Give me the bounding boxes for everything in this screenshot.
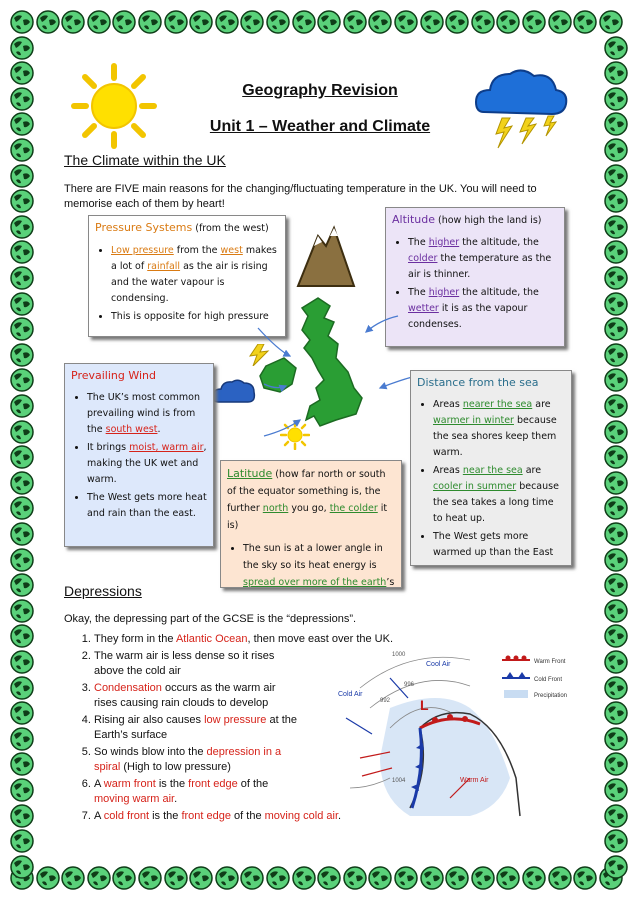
text-span: The sun is at a lower angle in the sky so its heat energy is bbox=[243, 543, 383, 571]
list-item bbox=[94, 681, 294, 712]
globe-icon bbox=[604, 496, 628, 520]
latitude-heading-suffix: (how far north or south of the equator something is, the further bbox=[227, 469, 386, 514]
text-span: A bbox=[94, 809, 104, 822]
text-span: . bbox=[338, 809, 342, 822]
text-span: from the bbox=[173, 245, 221, 256]
globe-icon bbox=[604, 368, 628, 392]
text-span: south west bbox=[105, 424, 158, 435]
globe-icon bbox=[317, 866, 341, 890]
globe-icon bbox=[10, 164, 34, 188]
text-span: you go, bbox=[288, 503, 330, 514]
globe-icon bbox=[10, 471, 34, 495]
globe-icon bbox=[10, 522, 34, 546]
page-title: Geography Revision bbox=[242, 82, 398, 99]
globe-icon bbox=[471, 866, 495, 890]
globe-icon bbox=[604, 292, 628, 316]
globe-icon bbox=[10, 215, 34, 239]
globe-icon bbox=[10, 10, 34, 34]
text-span: nearer the sea bbox=[462, 399, 533, 410]
globe-icon bbox=[292, 10, 316, 34]
text-span: depression in a spiral bbox=[94, 745, 282, 773]
text-span: it is) bbox=[227, 503, 388, 531]
text-span: Atlantic Ocean bbox=[175, 633, 248, 645]
text-span: low pressure bbox=[204, 713, 267, 726]
globe-icon bbox=[604, 471, 628, 495]
text-span: front edge bbox=[188, 777, 238, 790]
globe-icon bbox=[61, 866, 85, 890]
globe-icon bbox=[604, 317, 628, 341]
globe-icon bbox=[10, 727, 34, 751]
text-span: the altitude, the bbox=[459, 287, 539, 298]
text-span: it is as the vapour condenses. bbox=[408, 303, 528, 330]
globe-icon bbox=[343, 10, 367, 34]
latitude-heading: Latitude bbox=[227, 467, 273, 480]
globe-icon bbox=[394, 866, 418, 890]
globe-icon bbox=[10, 548, 34, 572]
globe-icon bbox=[496, 10, 520, 34]
globe-icon bbox=[604, 573, 628, 597]
globe-icon bbox=[604, 394, 628, 418]
text-span: the colder bbox=[329, 503, 378, 514]
wind-heading: Prevailing Wind bbox=[71, 369, 157, 382]
legend-cold-front: Cold Front bbox=[534, 677, 563, 683]
globe-icon bbox=[604, 829, 628, 853]
sea-heading: Distance from the sea bbox=[417, 376, 539, 389]
globe-icon bbox=[138, 10, 162, 34]
isobar-label: 1000 bbox=[392, 652, 406, 658]
text-span: (High to low pressure) bbox=[120, 761, 231, 773]
text-span: colder bbox=[408, 253, 438, 264]
connector-arrows bbox=[230, 280, 430, 470]
text-span: because the sea shores keep them warm. bbox=[433, 415, 557, 458]
text-span: at the Earth’s surface bbox=[94, 713, 297, 741]
globe-icon bbox=[10, 87, 34, 111]
text-span: It brings bbox=[87, 442, 130, 453]
legend-precipitation: Precipitation bbox=[534, 693, 568, 699]
globe-icon bbox=[112, 10, 136, 34]
globe-icon bbox=[420, 10, 444, 34]
globe-icon bbox=[604, 804, 628, 828]
globe-icon bbox=[604, 548, 628, 572]
text-span: Areas bbox=[433, 399, 463, 410]
globe-icon bbox=[604, 420, 628, 444]
globe-icon bbox=[420, 866, 444, 890]
globe-icon bbox=[10, 240, 34, 264]
globe-icon bbox=[573, 10, 597, 34]
altitude-heading: Altitude bbox=[392, 213, 435, 226]
globe-icon bbox=[112, 866, 136, 890]
text-span: warm front bbox=[103, 777, 156, 790]
globe-icon bbox=[604, 599, 628, 623]
list-item: 2. The warm air is less dense so it rises above the cold air bbox=[94, 649, 290, 680]
globe-icon bbox=[266, 866, 290, 890]
globe-icon bbox=[10, 573, 34, 597]
text-span: higher bbox=[428, 287, 460, 298]
globe-icon bbox=[368, 866, 392, 890]
altitude-heading-suffix: (how high the land is) bbox=[435, 215, 542, 226]
globe-icon bbox=[10, 752, 34, 776]
globe-icon bbox=[10, 829, 34, 853]
altitude-bullet-2 bbox=[408, 285, 558, 333]
globe-icon bbox=[10, 394, 34, 418]
sea-bullet-3: • The West gets more warmed up than the East bbox=[433, 529, 565, 561]
globe-icon bbox=[10, 368, 34, 392]
globe-icon bbox=[10, 292, 34, 316]
globe-icon bbox=[10, 624, 34, 648]
text-span: as the air is rising and the water vapour is condensing. bbox=[111, 261, 268, 304]
text-span: of the bbox=[237, 777, 269, 790]
latitude-bullet-1 bbox=[243, 540, 395, 591]
globe-icon bbox=[604, 778, 628, 802]
globe-icon bbox=[36, 866, 60, 890]
sea-bullet-1 bbox=[433, 397, 565, 461]
sun-icon bbox=[70, 62, 158, 150]
globe-icon bbox=[138, 866, 162, 890]
text-span: The bbox=[408, 237, 429, 248]
globe-icon bbox=[604, 727, 628, 751]
list-item bbox=[94, 777, 294, 808]
cool-air-label: Cool Air bbox=[426, 661, 451, 668]
text-span: of the bbox=[231, 809, 265, 822]
globe-icon bbox=[10, 112, 34, 136]
text-span: Condensation bbox=[94, 681, 162, 694]
globe-icon bbox=[240, 10, 264, 34]
text-span: west bbox=[220, 245, 243, 256]
globe-icon bbox=[445, 10, 469, 34]
globe-icon bbox=[87, 866, 111, 890]
globe-icon bbox=[599, 10, 623, 34]
latitude-box bbox=[220, 460, 402, 588]
wind-bullet-2 bbox=[87, 440, 207, 488]
globe-icon bbox=[317, 10, 341, 34]
isobar-label: 992 bbox=[380, 698, 391, 704]
text-span: So winds blow into the bbox=[94, 745, 207, 758]
isobar-label: 996 bbox=[404, 682, 415, 688]
diagram-legend bbox=[502, 656, 567, 700]
altitude-bullet-1 bbox=[408, 235, 558, 283]
globe-icon bbox=[604, 189, 628, 213]
climate-heading: The Climate within the UK bbox=[64, 152, 226, 168]
text-span: is the bbox=[155, 777, 189, 790]
text-span: . bbox=[174, 793, 178, 805]
text-span: , making the UK wet and warm. bbox=[87, 442, 207, 485]
globe-icon bbox=[604, 112, 628, 136]
globe-icon bbox=[522, 10, 546, 34]
pressure-heading: Pressure Systems bbox=[95, 221, 193, 234]
mountain-icon bbox=[296, 222, 356, 288]
globe-icon bbox=[604, 138, 628, 162]
globe-icon bbox=[189, 866, 213, 890]
globe-icon bbox=[292, 866, 316, 890]
globe-icon bbox=[36, 10, 60, 34]
globe-icon bbox=[87, 10, 111, 34]
globe-icon bbox=[445, 866, 469, 890]
text-span: ’s bbox=[386, 577, 395, 588]
text-span: occurs as the warm air rises causing rain clouds to develop bbox=[94, 681, 276, 709]
globe-icon bbox=[604, 36, 628, 60]
cold-air-label: Cold Air bbox=[338, 691, 363, 698]
depressions-intro: Okay, the depressing part of the GCSE is the “depressions”. bbox=[64, 613, 357, 625]
globe-icon bbox=[240, 866, 264, 890]
globe-icon bbox=[604, 676, 628, 700]
globe-icon bbox=[10, 650, 34, 674]
globe-icon bbox=[61, 10, 85, 34]
globe-icon bbox=[604, 164, 628, 188]
low-label: L bbox=[420, 697, 429, 713]
globe-icon bbox=[548, 10, 572, 34]
globe-icon bbox=[215, 866, 239, 890]
globe-icon bbox=[10, 496, 34, 520]
globe-icon bbox=[604, 240, 628, 264]
globe-icon bbox=[604, 343, 628, 367]
globe-icon bbox=[10, 778, 34, 802]
text-span: north bbox=[262, 503, 289, 514]
globe-icon bbox=[604, 266, 628, 290]
globe-icon bbox=[343, 866, 367, 890]
text-span: They form in the bbox=[94, 633, 176, 645]
globe-icon bbox=[10, 599, 34, 623]
globe-icon bbox=[10, 804, 34, 828]
globe-icon bbox=[604, 445, 628, 469]
globe-icon bbox=[10, 855, 34, 879]
globe-icon bbox=[10, 317, 34, 341]
wind-bullet-3: • The West gets more heat and rain than the east. bbox=[87, 490, 207, 522]
globe-icon bbox=[189, 10, 213, 34]
globe-icon bbox=[548, 866, 572, 890]
globe-icon bbox=[522, 866, 546, 890]
text-span: makes a lot of bbox=[111, 245, 277, 272]
globe-icon bbox=[10, 36, 34, 60]
text-span: A bbox=[94, 777, 104, 790]
globe-icon bbox=[10, 61, 34, 85]
text-span: warmer in winter bbox=[433, 415, 514, 426]
globe-icon bbox=[10, 445, 34, 469]
text-span: higher bbox=[428, 237, 460, 248]
text-span: Low pressure bbox=[111, 245, 174, 256]
globe-icon bbox=[10, 266, 34, 290]
list-item bbox=[94, 632, 434, 648]
globe-icon bbox=[10, 676, 34, 700]
globe-icon bbox=[604, 215, 628, 239]
text-span: are bbox=[532, 399, 551, 410]
text-span: near the sea bbox=[462, 465, 523, 476]
text-span: , then move east over the UK. bbox=[247, 633, 394, 645]
distance-sea-box bbox=[410, 370, 572, 566]
text-span: Rising air also causes bbox=[94, 713, 205, 726]
globe-icon bbox=[604, 650, 628, 674]
isobar-label: 1004 bbox=[392, 778, 406, 784]
globe-icon bbox=[368, 10, 392, 34]
globe-icon bbox=[10, 343, 34, 367]
globe-icon bbox=[604, 855, 628, 879]
page-subtitle: Unit 1 – Weather and Climate bbox=[209, 118, 431, 135]
text-span: rainfall bbox=[147, 261, 181, 272]
globe-icon bbox=[604, 752, 628, 776]
text-span: cooler in summer bbox=[433, 481, 517, 492]
globe-icon bbox=[604, 624, 628, 648]
globe-icon bbox=[10, 189, 34, 213]
text-span: the altitude, the bbox=[459, 237, 539, 248]
text-span: The bbox=[408, 287, 429, 298]
wind-bullet-1 bbox=[87, 390, 207, 438]
pressure-bullet-2: • This is opposite for high pressure bbox=[111, 309, 279, 325]
warm-air-label: Warm Air bbox=[460, 777, 489, 784]
text-span: Areas bbox=[433, 465, 463, 476]
pressure-heading-suffix: (from the west) bbox=[192, 223, 269, 234]
globe-icon bbox=[394, 10, 418, 34]
list-item bbox=[94, 713, 304, 744]
text-span: because the sea takes a long time to heat up. bbox=[433, 481, 559, 524]
globe-icon bbox=[604, 701, 628, 725]
globe-icon bbox=[215, 10, 239, 34]
globe-icon bbox=[164, 866, 188, 890]
sea-bullet-2 bbox=[433, 463, 565, 527]
globe-icon bbox=[604, 87, 628, 111]
globe-icon bbox=[573, 866, 597, 890]
text-span: is the bbox=[149, 809, 182, 822]
storm-cloud-icon bbox=[472, 60, 572, 158]
text-span: The UK’s most common prevailing wind is from the bbox=[87, 392, 200, 435]
globe-icon bbox=[10, 138, 34, 162]
globe-icon bbox=[266, 10, 290, 34]
climate-intro: There are FIVE main reasons for the changing/fluctuating temperature in the UK. You will need to memorise each of them by heart! bbox=[64, 183, 537, 210]
globe-icon bbox=[164, 10, 188, 34]
text-span: wetter bbox=[408, 303, 439, 314]
text-span: moist, warm air bbox=[129, 442, 204, 453]
globe-icon bbox=[604, 522, 628, 546]
depression-diagram bbox=[320, 648, 574, 818]
globe-icon bbox=[471, 10, 495, 34]
text-span: . bbox=[157, 424, 161, 435]
depressions-heading: Depressions bbox=[64, 583, 142, 599]
globe-icon bbox=[496, 866, 520, 890]
text-span: cold front bbox=[103, 809, 150, 822]
legend-warm-front: Warm Front bbox=[534, 659, 566, 665]
list-item bbox=[94, 745, 310, 776]
globe-icon bbox=[10, 420, 34, 444]
text-span: spread over more of the earth bbox=[243, 577, 387, 588]
globe-icon bbox=[10, 701, 34, 725]
text-span: moving warm air bbox=[94, 793, 175, 805]
text-span: the temperature as the air is thinner. bbox=[408, 253, 552, 280]
globe-icon bbox=[604, 61, 628, 85]
text-span: front edge bbox=[181, 809, 231, 822]
text-span: moving cold air bbox=[264, 809, 339, 822]
text-span: are bbox=[522, 465, 542, 476]
prevailing-wind-box bbox=[64, 363, 214, 547]
